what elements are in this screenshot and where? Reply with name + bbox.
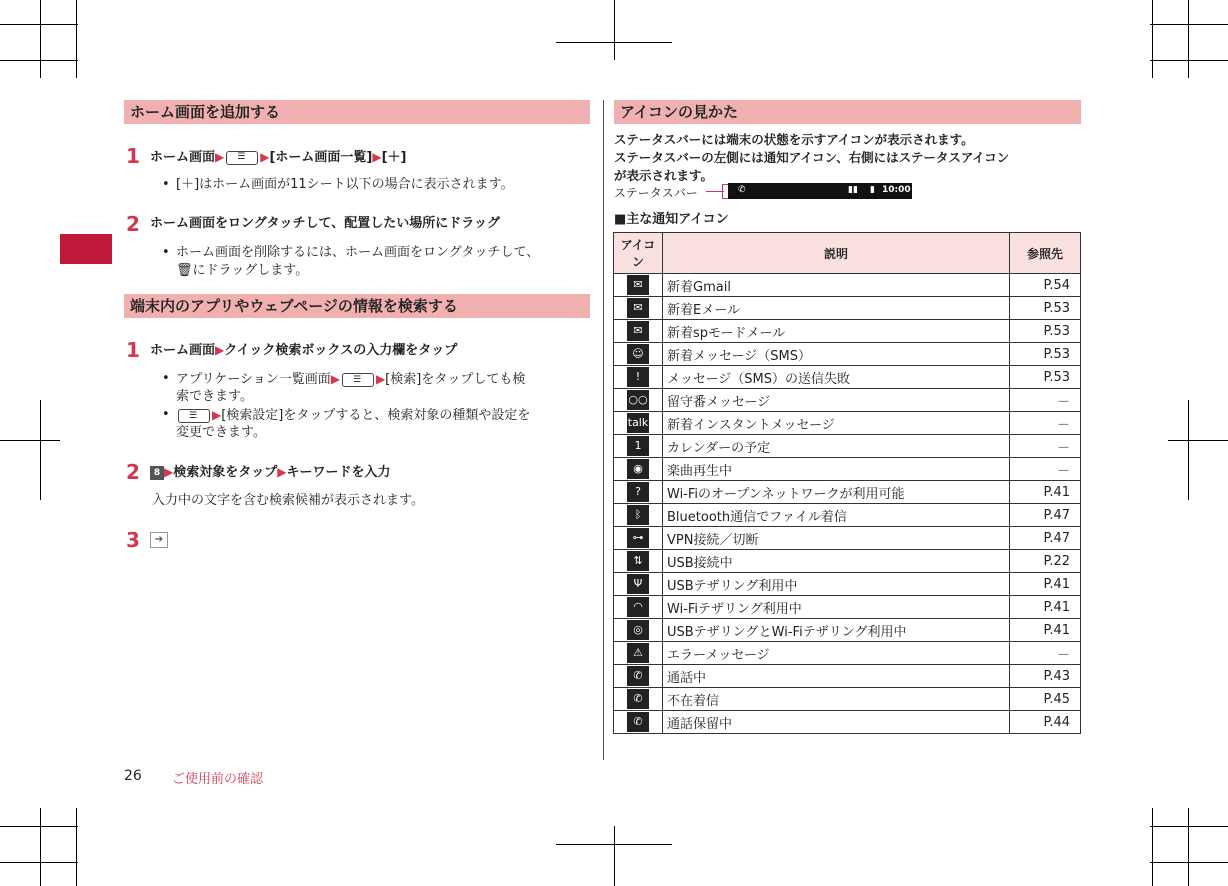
ref-cell: －	[1010, 412, 1081, 435]
desc-cell: 新着メッセージ（SMS）	[663, 343, 1010, 366]
email-icon: ✉	[627, 298, 649, 318]
ref-cell: －	[1010, 642, 1081, 665]
icon-cell	[614, 665, 663, 688]
note-bullet-cont: 索できます。	[176, 389, 253, 404]
table-row	[614, 389, 1081, 412]
icon-cell	[614, 274, 663, 297]
error-icon: ⚠	[627, 643, 649, 663]
sms-failed-icon: !	[627, 367, 649, 387]
crop-mark	[1150, 826, 1228, 827]
table-row	[614, 619, 1081, 642]
usb-wifi-tether-icon: ◎	[627, 620, 649, 640]
step-text: 8 ▶検索対象をタップ▶キーワードを入力	[150, 464, 391, 481]
crop-mark	[614, 826, 615, 886]
desc-cell: 新着Eメール	[663, 297, 1010, 320]
section-title-icons: アイコンの見かた	[614, 100, 1081, 124]
step-number: 2	[126, 212, 140, 236]
table-row	[614, 527, 1081, 550]
crop-mark	[1150, 60, 1228, 61]
voicemail-icon: ○○	[627, 390, 649, 410]
music-icon: ◉	[627, 459, 649, 479]
intro-text: が表示されます。	[614, 168, 714, 183]
crop-mark	[40, 808, 41, 886]
icon-cell	[614, 527, 663, 550]
desc-cell: 不在着信	[663, 688, 1010, 711]
icon-cell	[614, 711, 663, 734]
note-bullet: • アプリケーション一覧画面▶☰ ▶[検索]をタップしても検	[176, 370, 525, 389]
crop-mark	[1150, 862, 1228, 863]
intro-text: ステータスバーの左側には通知アイコン、右側にはステータスアイコン	[614, 150, 1010, 165]
step-number: 1	[126, 338, 140, 362]
step-number: 3	[126, 528, 140, 552]
table-row	[614, 688, 1081, 711]
ref-cell: P.45	[1010, 688, 1081, 711]
column-divider	[603, 100, 604, 760]
ref-cell: P.43	[1010, 665, 1081, 688]
icon-cell	[614, 297, 663, 320]
desc-cell: カレンダーの予定	[663, 435, 1010, 458]
desc-cell: VPN接続／切断	[663, 527, 1010, 550]
call-icon: ✆	[627, 666, 649, 686]
table-row	[614, 274, 1081, 297]
ref-cell: P.54	[1010, 274, 1081, 297]
crop-mark	[0, 24, 78, 25]
ref-cell: P.53	[1010, 366, 1081, 389]
table-row	[614, 435, 1081, 458]
desc-cell: USBテザリングとWi-Fiテザリング利用中	[663, 619, 1010, 642]
table-row	[614, 481, 1081, 504]
icon-cell	[614, 435, 663, 458]
crop-mark	[1188, 0, 1189, 78]
desc-cell: メッセージ（SMS）の送信失敗	[663, 366, 1010, 389]
table-row	[614, 504, 1081, 527]
subheading: ■主な通知アイコン	[614, 212, 729, 227]
desc-cell: 新着インスタントメッセージ	[663, 412, 1010, 435]
step-text: ホーム画面をロングタッチして、配置したい場所にドラッグ	[150, 216, 500, 231]
wifi-tether-icon: ◠	[627, 597, 649, 617]
missed-call-icon: ✆	[627, 689, 649, 709]
note-bullet-cont: 変更できます。	[176, 425, 266, 440]
ref-cell: －	[1010, 389, 1081, 412]
desc-cell: 留守番メッセージ	[663, 389, 1010, 412]
ref-cell: P.41	[1010, 573, 1081, 596]
ref-cell: P.53	[1010, 297, 1081, 320]
desc-cell: 通話中	[663, 665, 1010, 688]
section-title-search: 端末内のアプリやウェブページの情報を検索する	[124, 294, 590, 318]
crop-mark	[1150, 24, 1228, 25]
phone-icon: ✆	[738, 185, 746, 195]
icon-cell	[614, 458, 663, 481]
ref-cell: P.53	[1010, 343, 1081, 366]
icon-cell	[614, 550, 663, 573]
statusbar-image	[728, 183, 912, 199]
crop-mark	[1188, 400, 1189, 500]
ref-cell: P.41	[1010, 481, 1081, 504]
menu-key-icon	[178, 409, 210, 423]
table-row	[614, 665, 1081, 688]
icon-cell	[614, 343, 663, 366]
col-header-ref: 参照先	[1010, 233, 1081, 274]
menu-key-icon	[226, 151, 258, 165]
step-number: 2	[126, 460, 140, 484]
wifi-open-icon: ?	[627, 482, 649, 502]
icon-cell	[614, 573, 663, 596]
note-bullet: • [＋]はホーム画面が11シート以下の場合に表示されます。	[162, 177, 514, 192]
intro-text: ステータスバーには端末の状態を示すアイコンが表示されます。	[614, 132, 974, 147]
table-row	[614, 458, 1081, 481]
ref-cell: P.22	[1010, 550, 1081, 573]
icon-cell	[614, 504, 663, 527]
table-row	[614, 573, 1081, 596]
note-bullet: • ホーム画面を削除するには、ホーム画面をロングタッチして、	[162, 245, 540, 260]
ref-cell: P.41	[1010, 619, 1081, 642]
table-row	[614, 366, 1081, 389]
usb-tether-icon: Ψ	[627, 574, 649, 594]
table-row	[614, 297, 1081, 320]
ref-cell: P.47	[1010, 527, 1081, 550]
ref-cell: P.41	[1010, 596, 1081, 619]
ref-cell: P.44	[1010, 711, 1081, 734]
icon-cell	[614, 619, 663, 642]
desc-cell: USB接続中	[663, 550, 1010, 573]
notification-icons-table	[613, 232, 1081, 734]
crop-mark	[1188, 808, 1189, 886]
chapter-tab	[60, 234, 112, 264]
ref-cell: P.53	[1010, 320, 1081, 343]
crop-mark	[76, 0, 77, 78]
call-hold-icon: ✆	[627, 712, 649, 732]
table-row	[614, 550, 1081, 573]
crop-mark	[40, 400, 41, 500]
crop-mark	[1168, 440, 1228, 441]
desc-cell: Bluetooth通信でファイル着信	[663, 504, 1010, 527]
table-row	[614, 711, 1081, 734]
desc-cell: エラーメッセージ	[663, 642, 1010, 665]
mail-icon: ✉	[627, 275, 649, 295]
step-number: 1	[126, 144, 140, 168]
table-row	[614, 320, 1081, 343]
statusbar-time: 10:00	[882, 185, 911, 195]
sp-mail-icon: ✉	[627, 321, 649, 341]
trash-icon: 🗑	[176, 263, 193, 278]
step-note: 入力中の文字を含む検索候補が表示されます。	[152, 493, 424, 508]
crop-mark	[1152, 0, 1153, 78]
desc-cell: 新着spモードメール	[663, 320, 1010, 343]
table-row	[614, 642, 1081, 665]
chapter-name: ご使用前の確認	[172, 772, 264, 787]
crop-mark	[0, 862, 78, 863]
col-header-icon: アイコン	[614, 233, 663, 274]
crop-mark	[614, 0, 615, 60]
icon-cell	[614, 596, 663, 619]
crop-mark	[0, 60, 78, 61]
desc-cell: USBテザリング利用中	[663, 573, 1010, 596]
table-row	[614, 343, 1081, 366]
battery-icon: ▮	[870, 185, 875, 195]
go-arrow-icon: ➔	[150, 532, 168, 548]
search-target-icon: 8	[150, 466, 164, 480]
section-title-add-home: ホーム画面を追加する	[124, 100, 590, 124]
icon-cell	[614, 688, 663, 711]
menu-key-icon	[342, 373, 374, 387]
calendar-icon: 1	[627, 436, 649, 456]
desc-cell: Wi-Fiテザリング利用中	[663, 596, 1010, 619]
col-header-desc: 説明	[663, 233, 1010, 274]
step-text: ホーム画面▶クイック検索ボックスの入力欄をタップ	[150, 343, 458, 358]
icon-cell	[614, 642, 663, 665]
icon-cell	[614, 366, 663, 389]
crop-mark	[0, 440, 60, 441]
statusbar-label: ステータスバー	[614, 186, 698, 200]
icon-cell	[614, 389, 663, 412]
vpn-icon: ⊶	[627, 528, 649, 548]
table-row	[614, 596, 1081, 619]
crop-mark	[0, 826, 78, 827]
im-icon: talk	[627, 413, 649, 433]
note-bullet-cont: 🗑にドラッグします。	[176, 263, 309, 278]
icon-cell	[614, 412, 663, 435]
desc-cell: 楽曲再生中	[663, 458, 1010, 481]
bluetooth-icon: ᛒ	[627, 505, 649, 525]
desc-cell: 通話保留中	[663, 711, 1010, 734]
page-number: 26	[124, 768, 142, 784]
step-text: ホーム画面▶☰ ▶[ホーム画面一覧]▶[＋]	[150, 149, 407, 166]
desc-cell: Wi-Fiのオープンネットワークが利用可能	[663, 481, 1010, 504]
ref-cell: －	[1010, 435, 1081, 458]
ref-cell: P.47	[1010, 504, 1081, 527]
crop-mark	[1152, 808, 1153, 886]
note-bullet: • ☰ ▶[検索設定]をタップすると、検索対象の種類や設定を	[176, 406, 530, 425]
sms-icon: ☺	[627, 344, 649, 364]
signal-icon: ▮▮	[848, 185, 858, 195]
desc-cell: 新着Gmail	[663, 274, 1010, 297]
table-row	[614, 412, 1081, 435]
usb-icon: ⇅	[627, 551, 649, 571]
ref-cell: －	[1010, 458, 1081, 481]
crop-mark	[40, 0, 41, 78]
crop-mark	[76, 808, 77, 886]
icon-cell	[614, 481, 663, 504]
icon-cell	[614, 320, 663, 343]
